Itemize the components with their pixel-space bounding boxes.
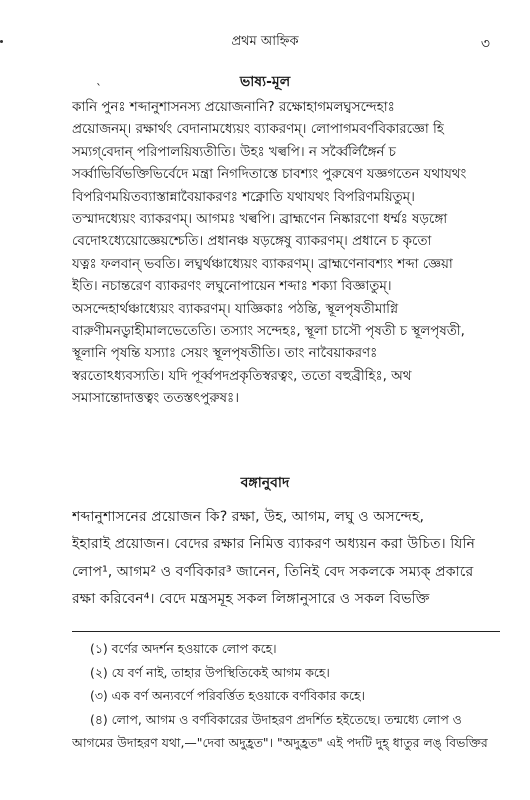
text-line: সম্যগ্‌বেদান্ পরিপালয়িষ্যতীতি। উহঃ খল্বপি। ন সর্ব্বৈর্লিঙ্গৈর্ন চ [72, 144, 396, 160]
text-line: শব্দানুশাসনের প্রয়োজন কি? রক্ষা, উহ, আগম, লঘু ও অসন্দেহ, [72, 509, 424, 525]
text-line: ইতি। নচান্তরেণ ব্যাকরণং লঘুনোপায়েন শব্দাঃ শক্যা বিজ্ঞাতুম্। [72, 279, 392, 295]
text-line: স্থূলানি পৃষন্তি যস্যাঃ সেয়ং স্থূলপৃষতীতি। তাং নাবৈয়াকরণঃ [72, 346, 378, 362]
footnote: (৩) এক বর্ণ অন্যবর্ণে পরিবর্ত্তিত হওয়াকে বর্ণবিকার কহে। [90, 688, 365, 703]
bhashya-heading: ভাষ্য-মূল [239, 74, 291, 90]
text-line: লোপ¹, আগম² ও বর্ণবিকার³ জানেন, তিনিই বেদ সকলকে সম্যক্ প্রকারে [72, 563, 474, 580]
footnote: (১) বর্ণের অদর্শন হওয়াকে লোপ কহে। [90, 641, 277, 656]
footnotes [72, 637, 500, 755]
footnote: (২) যে বর্ণ নাই, তাহার উপস্থিতিকেই আগম কহে। [90, 664, 330, 680]
text-line: প্রয়োজনম্। রক্ষার্থং বেদানামধ্যেয়ং ব্যাকরণম্। লোপাগমবর্ণবিকারজ্ঞো হি [72, 122, 444, 138]
text-line: সর্ব্বাভির্বিভক্তিভির্বেদে মন্ত্রা নিগদিতাস্তে চাবশ্যং পুরুষেণ যজ্ঞগতেন যথাযথং [72, 167, 467, 183]
text-line: স্বরতোঽধ্যবস্যতি। যদি পূর্ব্বপদপ্রকৃতিস্বরত্বং, ততো বহুব্রীহিঃ, অথ [72, 368, 412, 384]
page-number: ৩ [480, 36, 490, 52]
running-header [0, 32, 530, 52]
bhashya-text [72, 97, 492, 411]
chapter-title: প্রথম আহ্নিক [231, 34, 299, 49]
footnote-continuation: আগমের উদাহরণ যথা,—"দেবা অদুহ্রত"। "অদুহ্রত" এই পদটি দুহ্ ধাতুর লঙ্ বিভক্তির [72, 735, 488, 750]
text-line: কানি পুনঃ শব্দানুশাসনস্য প্রয়োজনানি? রক্ষোহাগমলঘ্বসন্দেহাঃ [72, 100, 395, 115]
text-line: ইহারাই প্রয়োজন। বেদের রক্ষার নিমিত্ত ব্যাকরণ অধ্যয়ন করা উচিত। যিনি [72, 536, 475, 553]
text-line: অসন্দেহার্থঞ্চাধ্যেয়ং ব্যাকরণম্। যাজ্ঞিকাঃ পঠন্তি, স্থূলপৃষতীমাগ্নি [72, 301, 399, 317]
text-line: তস্মাদধ্যেয়ং ব্যাকরণম্। আগমঃ খল্বপি। ব্রাহ্মণেন নিষ্কারণো ধর্ম্মঃ ষড়ঙ্গো [72, 212, 448, 228]
text-line: যত্নঃ ফলবান্ ভবতি। লঘ্বর্থঞ্চাধ্যেয়ং ব্যাকরণম্। ব্রাহ্মণেনাবশ্যং শব্দা জ্ঞেয়া [72, 256, 453, 272]
anubad-heading: বঙ্গানুবাদ [240, 475, 290, 491]
text-line: সমাসান্তোদাত্তত্বং ততস্তৎপুরুষঃ। [72, 391, 239, 407]
anubad-text [72, 504, 492, 614]
text-line: বিপরিণময়িতব্যাস্তান্নাবৈয়াকরণঃ শক্নোতি যথাযথং বিপরিণময়িতুম্। [72, 189, 415, 205]
text-line: রক্ষা করিবেন⁴। বেদে মন্ত্রসমূহ সকল লিঙ্গানুসারে ও সকল বিভক্তি [72, 591, 430, 608]
footnote: (৪) লোপ, আগম ও বর্ণবিকারের উদাহরণ প্রদর্শিত হইতেছে। তন্মধ্যে লোপ ও [90, 711, 462, 727]
text-line: বেদোঽধ্যেয়োজ্ঞেয়শ্চেতি। প্রধানঞ্চ ষড়ঙ্গেষু ব্যাকরণম্। প্রধানে চ কৃতো [72, 234, 432, 250]
text-line: বারুণীমনড্বাহীমালভেতেতি। তস্যাং সন্দেহঃ, স্থূলা চাসৌ পৃষতী চ স্থূলপৃষতী, [72, 324, 465, 340]
handwritten-mark: ` [96, 82, 102, 96]
footnote-divider [72, 631, 500, 632]
